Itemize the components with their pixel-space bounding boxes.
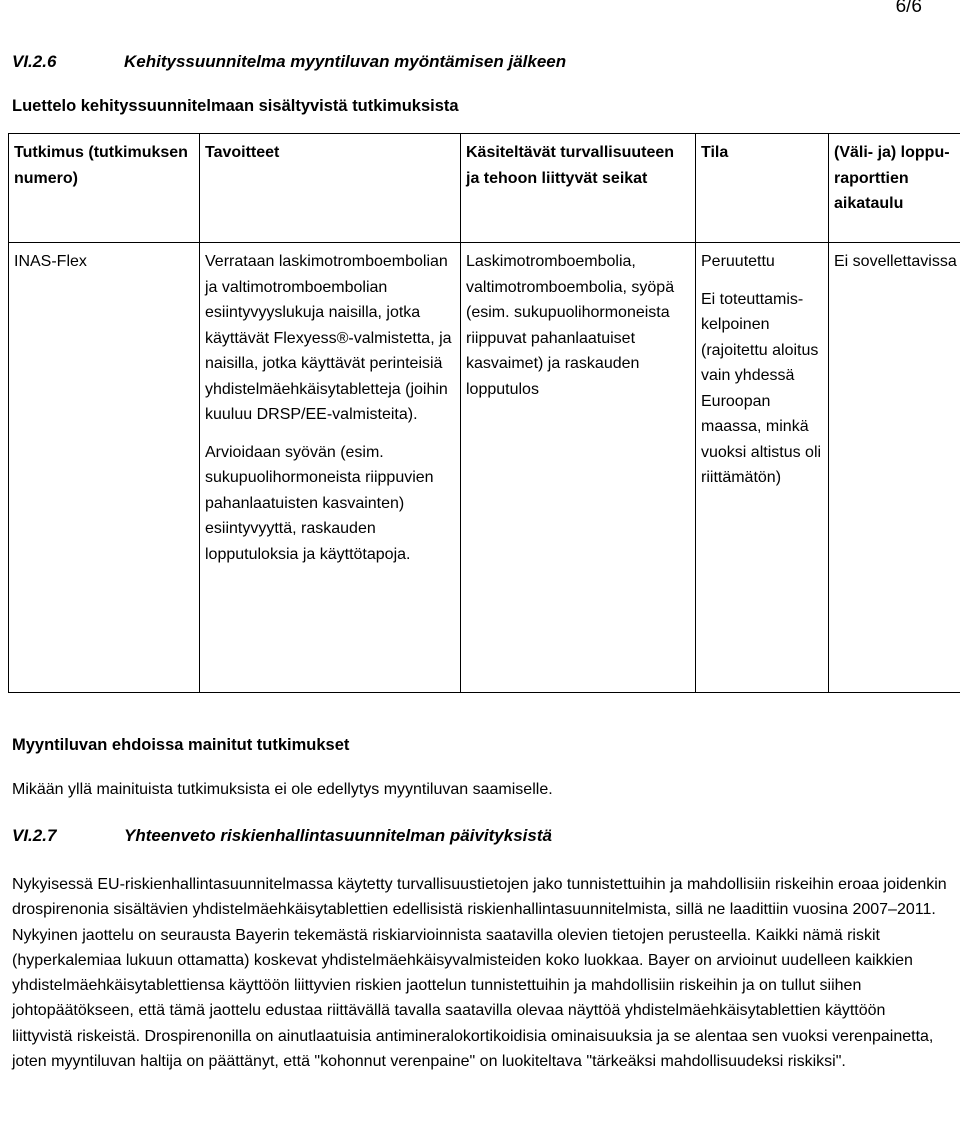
status-label: Peruutettu: [701, 253, 775, 270]
paragraph-gap: [205, 428, 455, 440]
header-safety-issues: Käsiteltävät turvallisuuteen ja tehoon liittyvät seikat: [461, 134, 696, 243]
header-status: Tila: [696, 134, 829, 243]
page-number: 6/6: [895, 0, 922, 17]
table-header-row: [9, 134, 960, 243]
header-study-cell: [9, 134, 200, 243]
cell-status: [696, 243, 829, 693]
conditions-text: Mikään yllä mainituista tutkimuksista ei ole edellytys myyntiluvan saamiselle.: [12, 781, 553, 798]
rmp-update-paragraph: Nykyisessä EU-riskienhallintasuunnitelmassa käytetty turvallisuustietojen jako tunnistettuihin ja mahdollisiin riskeihin eroaa joidenkin drospirenonia sisältävien yhdistelmäehkäisytablettien edellisistä riskienhallintasuunnitelmista, sillä ne laadittiin vuosina 2007–2011. Nykyinen jaottelu on seurausta Bayerin tekemästä riskiarvioinnista saatavilla olevien tietojen perusteella. Kaikki nämä riskit (hyperkalemiaa lukuun ottamatta) koskevat yhdistelmäehkäisyvalmisteiden koko luokkaa. Bayer on arvioinut uudelleen kaikkien yhdistelmäehkäisytablettiensa käyttöön liittyvien riskien jaottelun tunnistettuihin ja mahdollisiin riskeihin ja on tullut siihen johtopäätökseen, että tämä jaottelu edustaa riittävällä tavalla saatavilla olevaa näyttöä yhdistelmäehkäisytablettien käyttöön liittyvistä riskeistä. Drospirenonilla on ainutlaatuisia antimineralokortikoidisia ominaisuuksia ja se alentaa sen vuoksi verenpainetta, joten myyntiluvan haltija on päättänyt, että "kohonnut verenpaine" on luokiteltava "tärkeäksi mahdollisuudeksi riskiksi".: [12, 876, 947, 1071]
objectives-paragraph-1: Verrataan laskimotromboembolian ja valtimotromboembolian esiintyvyyslukuja naisilla, jotka käyttävät Flexyess®-valmistetta, ja naisilla, jotka käyttävät perinteisiä yhdistelmäehkäisytabletteja (joihin kuuluu DRSP/EE-valmisteita).: [205, 253, 452, 423]
section-number-vi-2-7: VI.2.7: [12, 826, 57, 845]
header-study: Tutkimus (tutkimuksen numero): [14, 144, 188, 187]
paragraph-gap: [701, 275, 823, 287]
cell-objectives: [200, 243, 461, 693]
table-row: [9, 243, 960, 693]
cell-safety-issues: Laskimotromboembolia, valtimotromboembolia, syöpä (esim. sukupuolihormoneista riippuvat pahanlaatuiset kasvaimet) ja raskauden lopputulos: [461, 243, 696, 693]
development-plan-table: [8, 133, 960, 693]
conditions-heading: Myyntiluvan ehdoissa mainitut tutkimukset: [12, 736, 350, 754]
header-schedule: (Väli- ja) loppu- raporttien aikataulu: [829, 134, 960, 243]
study-list-subheading: Luettelo kehityssuunnitelmaan sisältyvistä tutkimuksista: [12, 97, 459, 115]
section-title-development-plan: Kehityssuunnitelma myyntiluvan myöntämisen jälkeen: [124, 52, 567, 71]
status-reason: Ei toteuttamis-kelpoinen (rajoitettu aloitus vain yhdessä Euroopan maassa, minkä vuoksi altistus oli riittämätön): [701, 290, 822, 486]
section-number-vi-2-6: VI.2.6: [12, 52, 57, 71]
cell-study: INAS-Flex: [9, 243, 200, 693]
cell-schedule: Ei sovellettavissa: [829, 243, 960, 693]
header-objectives: Tavoitteet: [200, 134, 461, 243]
objectives-paragraph-2: Arvioidaan syövän (esim. sukupuolihormoneista riippuvien pahanlaatuisten kasvainten) esiintyvyyttä, raskauden lopputuloksia ja käyttötapoja.: [205, 443, 434, 563]
section-title-rmp-updates: Yhteenveto riskienhallintasuunnitelman päivityksistä: [124, 826, 552, 845]
